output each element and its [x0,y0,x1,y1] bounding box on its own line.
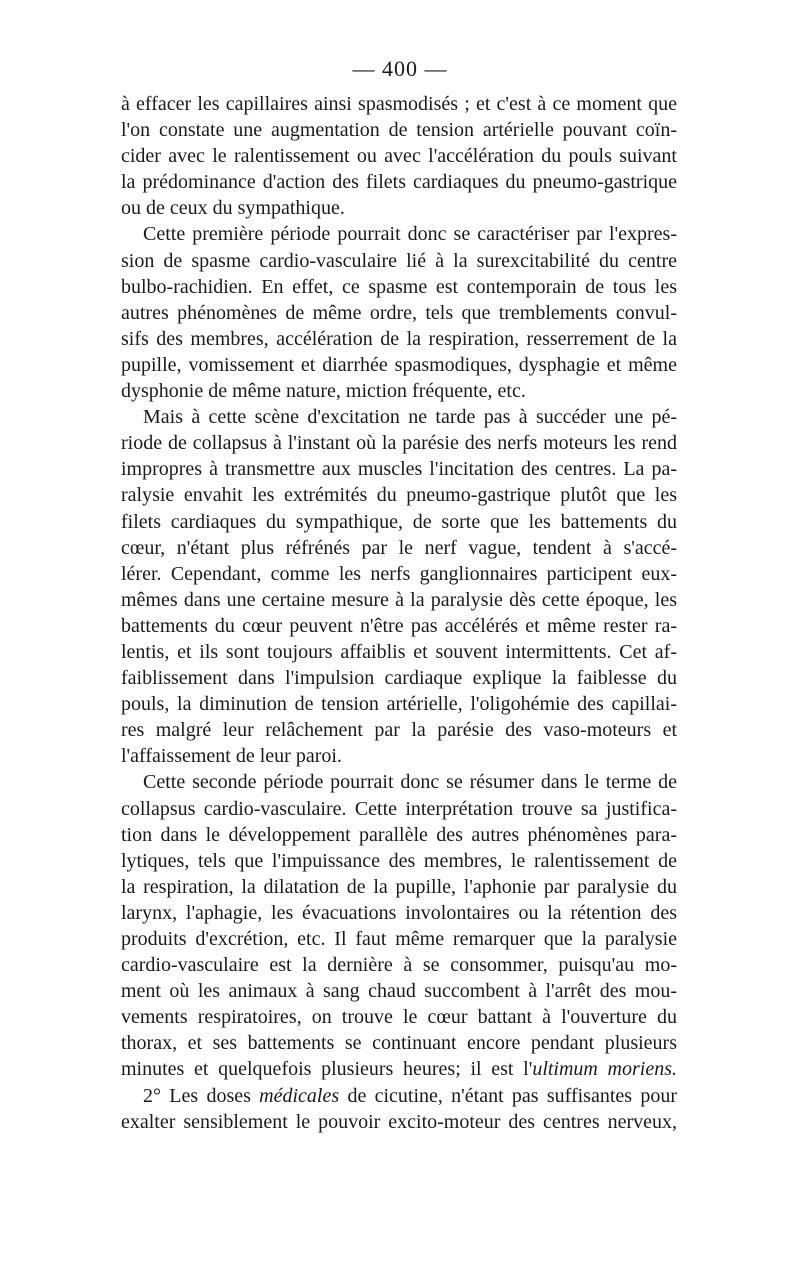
text-line: tion dans le développement parallèle des autres phénomènes para- [121,823,677,846]
text-line: riode de collapsus à l'instant où la parésie des nerfs moteurs les rend [121,432,677,455]
text-line: produits d'excrétion, etc. Il faut même remarquer que la paralysie [121,928,677,950]
line-text: de cicutine, n'étant pas suffisantes pour [339,1084,677,1107]
text-line-with-italic [121,1056,677,1082]
italic-phrase: ultimum moriens. [532,1058,677,1081]
text-line: cardio-vasculaire est la dernière à se consommer, puisqu'au mo- [121,954,677,977]
text-line: faiblissement dans l'impulsion cardiaque explique la faiblesse du [121,667,677,690]
text-line: ou de ceux du sympathique. [121,197,345,220]
text-line: cœur, n'étant plus réfrénés par le nerf vague, tendent à s'accé- [121,536,677,559]
text-line: Cette première période pourrait donc se caractériser par l'expres- [143,223,677,246]
text-line: la respiration, la dilatation de la pupille, l'aphonie par paralysie du [121,875,677,898]
text-line: collapsus cardio-vasculaire. Cette interprétation trouve sa justifica- [121,797,677,820]
text-line: pupille, vomissement et diarrhée spasmodiques, dysphagie et même [121,353,677,376]
text-line: Mais à cette scène d'excitation ne tarde pas à succéder une pé- [143,406,677,429]
text-line: ment où les animaux à sang chaud succombent à l'arrêt des mou- [121,980,677,1003]
page-number: — 400 — [352,56,448,81]
text-line: impropres à transmettre aux muscles l'incitation des centres. La pa- [121,458,677,481]
text-line: autres phénomènes de même ordre, tels que tremblements convul- [121,301,677,324]
italic-word: médicales [259,1084,340,1107]
text-line: mêmes dans une certaine mesure à la paralysie dès cette époque, les [121,588,677,611]
text-line: pouls, la diminution de tension artérielle, l'oligohémie des capillai- [121,693,677,716]
text-line: dysphonie de même nature, miction fréquente, etc. [121,380,526,403]
text-line: lentis, et ils sont toujours affaiblis et souvent intermittents. Cet af- [121,640,677,663]
text-line: sifs des membres, accélération de la respiration, resserrement de la [121,327,677,350]
text-line: larynx, l'aphagie, les évacuations involontaires ou la rétention des [121,901,677,924]
paragraph-5 [121,1083,677,1135]
text-line: battements du cœur peuvent n'être pas accélérés et même rester ra- [121,614,677,637]
text-line: exalter sensiblement le pouvoir excito-moteur des centres nerveux, [121,1110,677,1133]
text-line: lérer. Cependant, comme les nerfs ganglionnaires participent eux- [121,562,677,585]
text-line: sion de spasme cardio-vasculaire lié à la surexcitabilité du centre [121,249,677,272]
text-line: la prédominance d'action des filets cardiaques du pneumo-gastrique [121,171,677,194]
text-line: res malgré leur relâchement par la parésie des vaso-moteurs et [121,719,677,742]
text-line: lytiques, tels que l'impuissance des membres, le ralentissement de [121,849,677,872]
text-line: cider avec le ralentissement ou avec l'accélération du pouls suivant [121,145,677,168]
paragraph-1 [121,91,677,221]
text-line: vements respiratoires, on trouve le cœur battant à l'ouverture du [121,1006,677,1029]
body-text [121,91,677,1135]
paragraph-2 [121,221,677,404]
text-line: bulbo-rachidien. En effet, ce spasme est contemporain de tous les [121,275,677,298]
line-text: 2° Les doses [143,1084,260,1107]
text-line: l'affaissement de leur paroi. [121,745,342,768]
paragraph-3 [121,404,677,769]
text-line: ralysie envahit les extrémités du pneumo-gastrique plutôt que les [121,484,677,507]
text-line: à effacer les capillaires ainsi spasmodisés ; et c'est à ce moment que [121,93,677,115]
text-line-with-italic [121,1083,677,1109]
text-line: filets cardiaques du sympathique, de sorte que les battements du [121,510,677,533]
text-line: thorax, et ses battements se continuant encore pendant plusieurs [121,1032,677,1055]
text-line: Cette seconde période pourrait donc se résumer dans le terme de [143,771,677,794]
line-text: minutes et quelquefois plusieurs heures; il est l' [121,1058,533,1081]
text-line: l'on constate une augmentation de tension artérielle pouvant coïn- [121,119,677,142]
paragraph-4 [121,769,677,1082]
